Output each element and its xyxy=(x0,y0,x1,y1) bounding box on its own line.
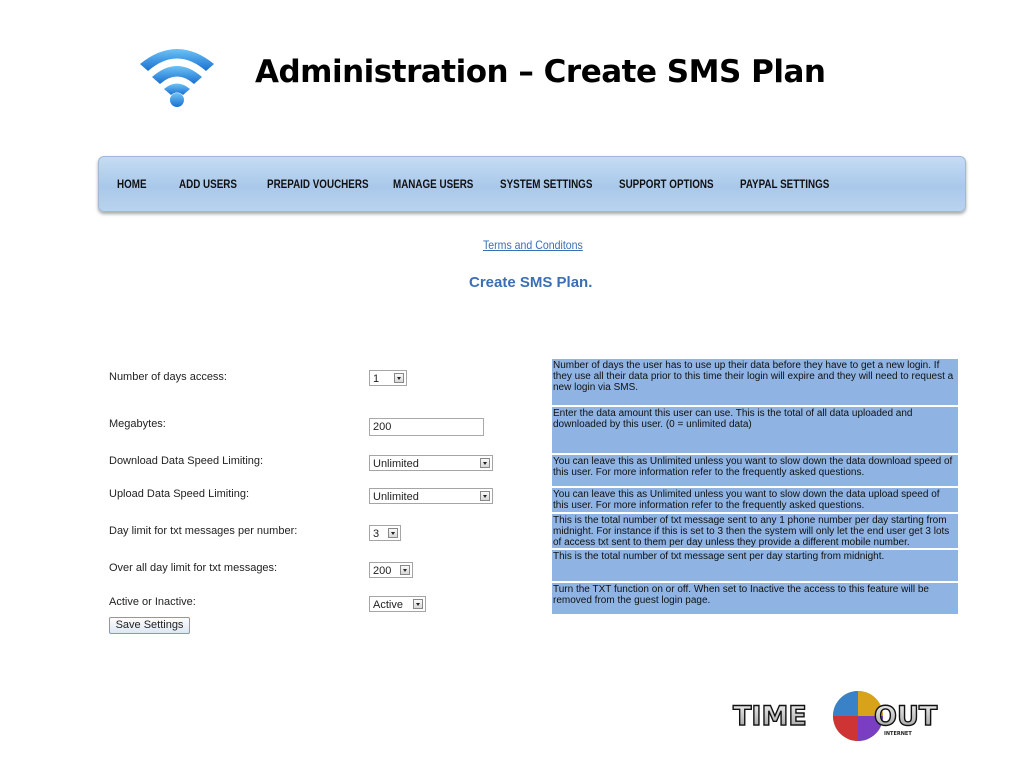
save-settings-button[interactable]: Save Settings xyxy=(109,617,190,634)
help-upload-limit: You can leave this as Unlimited unless you want to slow down the data upload speed of this user. For more information refer to the frequently asked questions. xyxy=(552,488,958,512)
day-limit-per-number-value: 3 xyxy=(373,528,380,540)
chevron-down-icon xyxy=(413,599,423,609)
wifi-icon xyxy=(136,40,218,110)
logo-text-left: TIME xyxy=(733,701,807,732)
upload-limit-value: Unlimited xyxy=(373,491,419,503)
overall-day-limit-select[interactable] xyxy=(369,562,413,578)
logo-text-right: OUT xyxy=(874,701,938,732)
active-value: Active xyxy=(373,599,403,611)
help-active: Turn the TXT function on or off. When set to Inactive the access to this feature will be removed from the guest login page. xyxy=(552,583,958,614)
help-megabytes: Enter the data amount this user can use. This is the total of all data uploaded and downloaded by this user. (0 = unlimited data) xyxy=(552,407,958,453)
active-label: Active or Inactive: xyxy=(109,596,196,608)
nav-home[interactable]: HOME xyxy=(117,177,147,191)
megabytes-input[interactable]: 200 xyxy=(369,418,484,436)
main-nav-bar xyxy=(98,156,966,212)
help-download-limit: You can leave this as Unlimited unless you want to slow down the data download speed of this user. For more information refer to the frequently asked questions. xyxy=(552,455,958,486)
nav-system-settings[interactable]: SYSTEM SETTINGS xyxy=(500,177,593,191)
download-limit-select[interactable] xyxy=(369,455,493,471)
chevron-down-icon xyxy=(480,458,490,468)
help-days-access: Number of days the user has to use up their data before they have to get a new login. If they use all their data prior to this time their login will expire and they will need to request a new login via SMS. xyxy=(552,359,958,405)
days-access-label: Number of days access: xyxy=(109,371,227,383)
chevron-down-icon xyxy=(400,565,410,575)
chevron-down-icon xyxy=(394,373,404,383)
slide-title: Administration – Create SMS Plan xyxy=(255,54,826,90)
active-select[interactable] xyxy=(369,596,426,612)
chevron-down-icon xyxy=(388,528,398,538)
nav-manage-users[interactable]: MANAGE USERS xyxy=(393,177,474,191)
upload-limit-label: Upload Data Speed Limiting: xyxy=(109,488,250,500)
chevron-down-icon xyxy=(480,491,490,501)
days-access-value: 1 xyxy=(373,373,380,385)
day-limit-per-number-select[interactable] xyxy=(369,525,401,541)
help-overall-day-limit: This is the total number of txt message sent per day starting from midnight. xyxy=(552,550,958,581)
logo-subtext: INTERNET xyxy=(884,731,912,737)
megabytes-label: Megabytes: xyxy=(109,418,166,430)
timeout-logo xyxy=(728,690,980,742)
overall-day-limit-value: 200 xyxy=(373,565,392,577)
nav-prepaid-vouchers[interactable]: PREPAID VOUCHERS xyxy=(267,177,369,191)
help-day-limit-per-number: This is the total number of txt message sent to any 1 phone number per day starting from midnight. For instance if this is set to 3 then the system will only let the end user get 3 lots of access txt sent to them per day unless they provide a different mobile number. xyxy=(552,514,958,548)
download-limit-value: Unlimited xyxy=(373,458,419,470)
upload-limit-select[interactable] xyxy=(369,488,493,504)
day-limit-per-number-label: Day limit for txt messages per number: xyxy=(109,525,298,537)
terms-link[interactable]: Terms and Conditons xyxy=(483,238,583,252)
download-limit-label: Download Data Speed Limiting: xyxy=(109,455,264,467)
overall-day-limit-label: Over all day limit for txt messages: xyxy=(109,562,278,574)
form-title: Create SMS Plan. xyxy=(469,274,593,291)
nav-paypal-settings[interactable]: PAYPAL SETTINGS xyxy=(740,177,830,191)
nav-add-users[interactable]: ADD USERS xyxy=(179,177,237,191)
days-access-select[interactable] xyxy=(369,370,407,386)
nav-support-options[interactable]: SUPPORT OPTIONS xyxy=(619,177,714,191)
